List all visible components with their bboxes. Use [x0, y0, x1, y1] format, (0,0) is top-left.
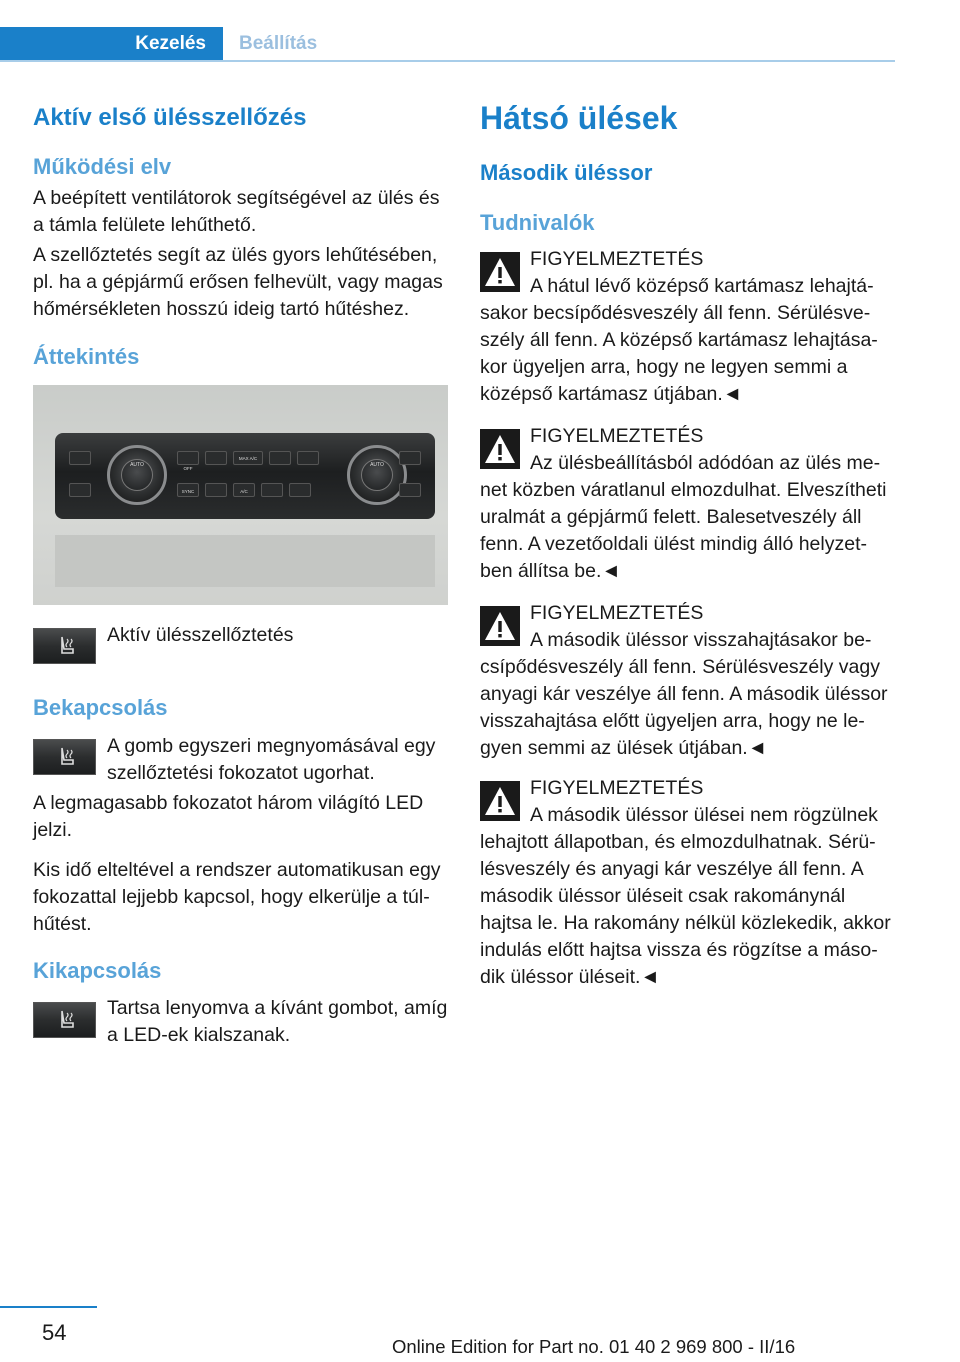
- left-title: Aktív első ülésszellőzés: [33, 104, 307, 131]
- sec2-heading: Áttekintés: [33, 344, 140, 369]
- seat-ventilation-icon-on: [33, 739, 96, 775]
- right-sub-heading: Második üléssor: [480, 160, 653, 185]
- seat-ventilation-caption: Aktív ülésszellőztetés: [107, 624, 294, 646]
- warning-label: FIGYELMEZTETÉS: [530, 777, 704, 799]
- warning-text: Az ülésbeállításból adódóan az ülés me-net közben váratlanul elmozdulhat. Elveszítheti uralmát a gépjármű felett. Balesetveszély áll fenn. A vezetőoldali ülést mindig álló helyzet-ben állítsa be.◄: [480, 452, 887, 582]
- climate-panel: [55, 433, 435, 519]
- sec1-paragraph-2: A szellőztetés segít az ülés gyors lehűtésében, pl. ha a gépjármű erősen felhevült, vagy magas hőmérsékleten hosszú ideig tartó hűtéshez.: [33, 244, 443, 320]
- panel-lower-strip: [55, 535, 435, 587]
- svg-text:AUTO: AUTO: [130, 462, 144, 468]
- seat-ventilation-icon-off: [33, 1002, 96, 1038]
- panel-labels: [55, 433, 435, 519]
- header-divider: [0, 60, 895, 62]
- footer-edition: Online Edition for Part no. 01 40 2 969 800 - II/16: [392, 1336, 796, 1357]
- footer-divider: [0, 1306, 97, 1308]
- seat-ventilation-icon: [33, 628, 96, 664]
- svg-text:AUTO: AUTO: [370, 462, 384, 468]
- sec3-paragraph-1: A gomb egyszeri megnyomásával egy szellőztetési fokozatot ugorhat.: [107, 735, 436, 784]
- svg-text:A/C: A/C: [240, 489, 248, 494]
- tab-beallitas[interactable]: Beállítás: [239, 33, 318, 54]
- header-tabbar: [0, 27, 895, 61]
- sec1-heading: Működési elv: [33, 154, 172, 179]
- right-title: Hátsó ülések: [480, 100, 678, 136]
- warning-text: A hátul lévő középső kartámasz lehajtá-sakor becsípődésveszély áll fenn. Sérülésve-szély áll fenn. A középső kartámasz lehajtása-kor ügyeljen arra, hogy ne legyen semmi a középső kartámasz útjában.◄: [480, 275, 878, 405]
- sec4-paragraph-1: Tartsa lenyomva a kívánt gombot, amíg a LED-ek kialszanak.: [107, 997, 448, 1046]
- sec3-paragraph-3: Kis idő elteltével a rendszer automatikusan egy fokozattal lejjebb kapcsol, hogy elkerülje a túl-hűtést.: [33, 859, 441, 935]
- sec3-heading: Bekapcsolás: [33, 695, 168, 720]
- tab-kezeles[interactable]: Kezelés: [0, 27, 223, 61]
- warning-label: FIGYELMEZTETÉS: [530, 602, 704, 624]
- sec1-paragraph-1: A beépített ventilátorok segítségével az ülés és a támla felülete lehűthető.: [33, 187, 440, 236]
- warning-text: A második üléssor visszahajtásakor be-csípődésveszély áll fenn. Sérülésveszély vagy anyagi kár veszélye áll fenn. A második üléssor visszahajtása előtt ügyeljen arra, hogy ne le-gyen semmi az ülések útjában.◄: [480, 629, 888, 759]
- right-sub2-heading: Tudnivalók: [480, 210, 595, 235]
- sec4-heading: Kikapcsolás: [33, 958, 162, 983]
- svg-text:SYNC: SYNC: [181, 489, 195, 494]
- sec3-paragraph-2: A legmagasabb fokozatot három világító LED jelzi.: [33, 792, 424, 841]
- page-number: 54: [42, 1320, 67, 1345]
- warning-label: FIGYELMEZTETÉS: [530, 425, 704, 447]
- svg-text:MAX A/C: MAX A/C: [238, 456, 258, 461]
- warning-text: A második üléssor ülései nem rögzülnek lehajtott állapotban, és elmozdulhatnak. Sérü-lésveszély és anyagi kár veszélye áll fenn. A második üléssor üléseit csak rakománynál hajtsa le. Ha rakomány nélkül közlekedik, akkor indulás előtt hajtsa vissza és rögzítse a máso-dik üléssor üléseit.◄: [480, 804, 891, 988]
- warning-label: FIGYELMEZTETÉS: [530, 248, 704, 270]
- svg-text:OFF: OFF: [183, 466, 193, 471]
- climate-panel-photo: [33, 385, 448, 605]
